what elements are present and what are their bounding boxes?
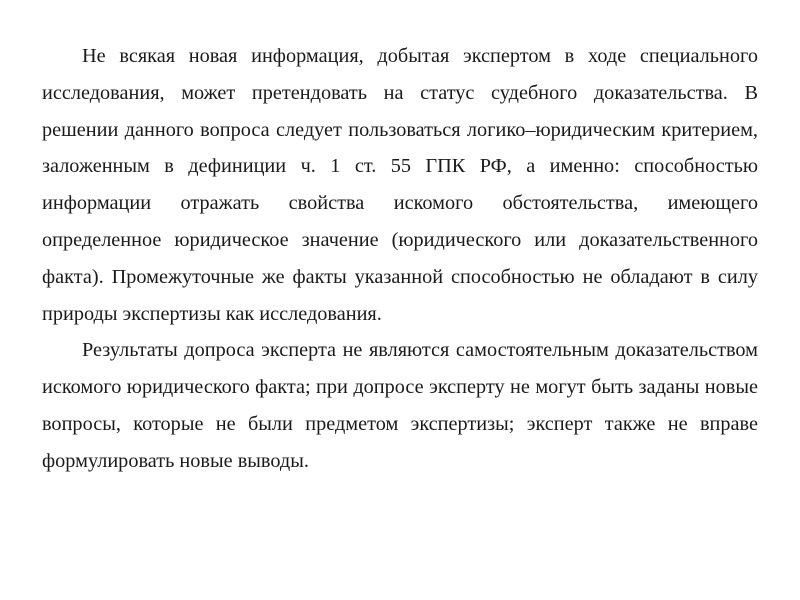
document-body (42, 38, 758, 480)
paragraph-2: Результаты допроса эксперта не являются самостоятельным доказательством искомого юридического факта; при допросе эксперту не могут быть заданы новые вопросы, которые не были предметом экспертизы; эксперт также не вправе формулировать новые выводы. (42, 339, 758, 472)
paragraph-1: Не всякая новая информация, добытая экспертом в ходе специального исследования, может претендовать на статус судебного доказательства. В решении данного вопроса следует пользоваться логико–юридическим критерием, заложенным в дефиниции ч. 1 ст. 55 ГПК РФ, а именно: способностью информации отражать свойства искомого обстоятельства, имеющего определенное юридическое значение (юридического или доказательственного факта). Промежуточные же факты указанной способностью не обладают в силу природы экспертизы как исследования. (42, 45, 758, 325)
